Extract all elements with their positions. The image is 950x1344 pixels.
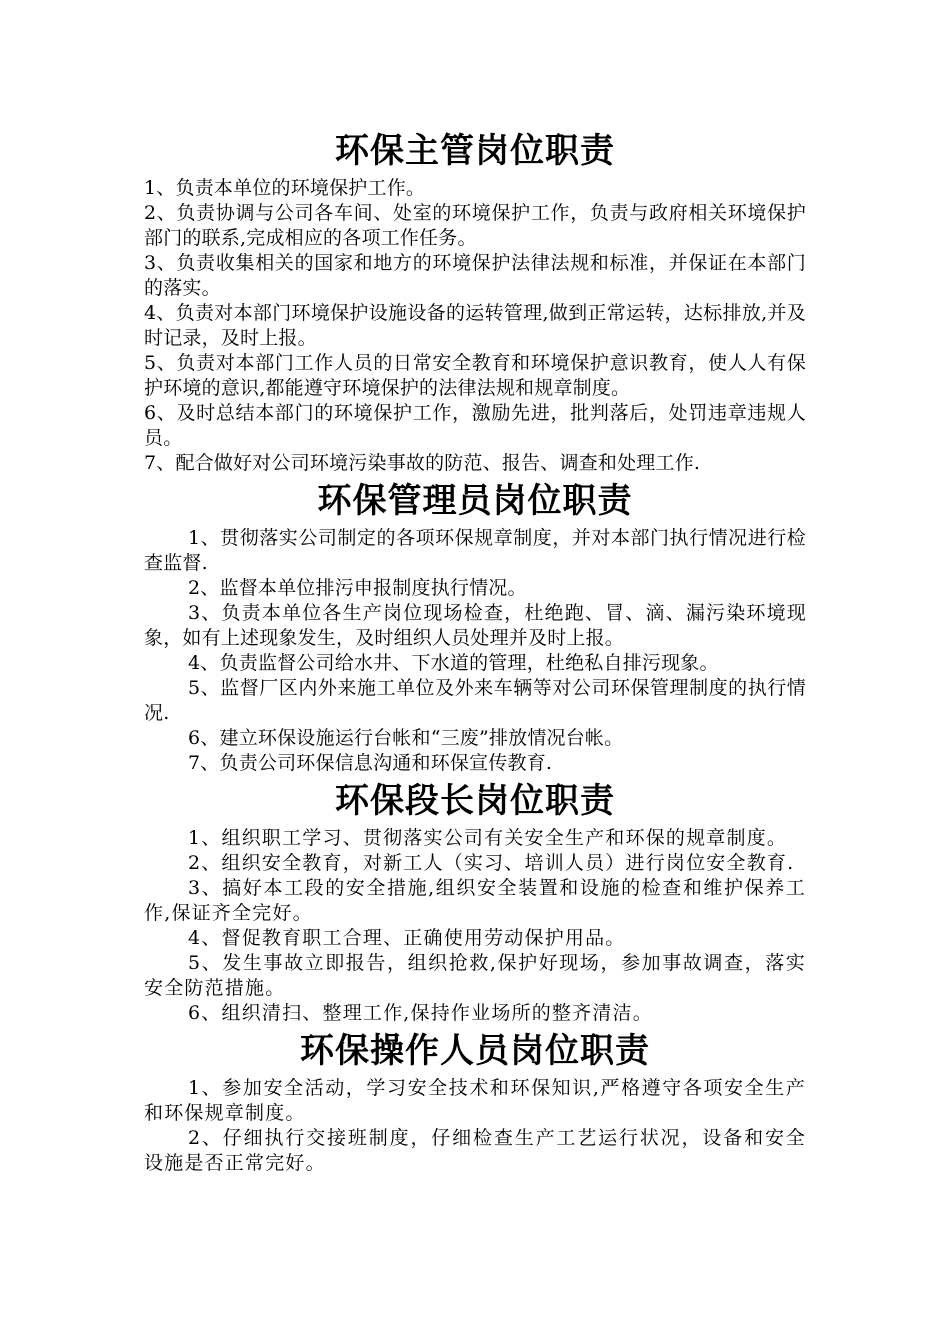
list-item: 6、建立环保设施运行台帐和“三废”排放情况台帐。 [188, 727, 624, 749]
list-item: 6、组织清扫、整理工作,保持作业场所的整齐清洁。 [188, 1002, 653, 1024]
document-page [144, 128, 806, 1176]
list-item: 4、负责对本部门环境保护设施设备的运转管理,做到正常运转，达标排放,并及时记录，及时上报。 [144, 302, 806, 349]
section-title: 环保操作人员岗位职责 [300, 1031, 650, 1071]
list-item: 7、负责公司环保信息沟通和环保宣传教育. [188, 752, 553, 774]
list-item: 6、及时总结本部门的环境保护工作，激励先进，批判落后，处罚违章违规人员。 [144, 402, 806, 449]
list-item: 1、组织职工学习、贯彻落实公司有关安全生产和环保的规章制度。 [188, 827, 788, 849]
list-item: 5、负责对本部门工作人员的日常安全教育和环境保护意识教育，使人人有保护环境的意识,都能遵守环境保护的法律法规和规章制度。 [144, 352, 806, 399]
list-item: 1、参加安全活动，学习安全技术和环保知识,严格遵守各项安全生产和环保规章制度。 [144, 1077, 806, 1124]
list-item: 4、督促教育职工合理、正确使用劳动保护用品。 [188, 927, 626, 949]
list-item: 5、发生事故立即报告，组织抢救,保护好现场，参加事故调查，落实安全防范措施。 [144, 952, 806, 999]
section-administrator-duties [144, 478, 806, 776]
list-item: 3、负责本单位各生产岗位现场检查，杜绝跑、冒、滴、漏污染环境现象，如有上述现象发生，及时组织人员处理并及时上报。 [144, 602, 806, 649]
section-title: 环保主管岗位职责 [335, 131, 615, 171]
list-item: 2、组织安全教育，对新工人（实习、培训人员）进行岗位安全教育. [188, 852, 795, 874]
section-operator-duties [144, 1028, 806, 1176]
list-item: 2、仔细执行交接班制度，仔细检查生产工艺运行状况，设备和安全设施是否正常完好。 [144, 1127, 806, 1174]
section-title: 环保段长岗位职责 [335, 781, 615, 821]
section-foreman-duties [144, 778, 806, 1026]
section-title: 环保管理员岗位职责 [317, 481, 633, 521]
list-item: 1、贯彻落实公司制定的各项环保规章制度，并对本部门执行情况进行检查监督. [144, 527, 806, 574]
list-item: 5、监督厂区内外来施工单位及外来车辆等对公司环保管理制度的执行情况. [144, 677, 806, 724]
list-item: 2、监督本单位排污申报制度执行情况。 [188, 577, 527, 599]
list-item: 3、搞好本工段的安全措施,组织安全装置和设施的检查和维护保养工作,保证齐全完好。 [144, 877, 806, 924]
list-item: 7、配合做好对公司环境污染事故的防范、报告、调查和处理工作. [144, 452, 701, 474]
list-item: 1、负责本单位的环境保护工作。 [144, 177, 426, 199]
list-item: 3、负责收集相关的国家和地方的环境保护法律法规和标准，并保证在本部门的落实。 [144, 252, 806, 299]
list-item: 2、负责协调与公司各车间、处室的环境保护工作，负责与政府相关环境保护部门的联系,完成相应的各项工作任务。 [144, 202, 806, 249]
list-item: 4、负责监督公司给水井、下水道的管理，杜绝私自排污现象。 [188, 652, 719, 674]
section-supervisor-duties [144, 128, 806, 476]
